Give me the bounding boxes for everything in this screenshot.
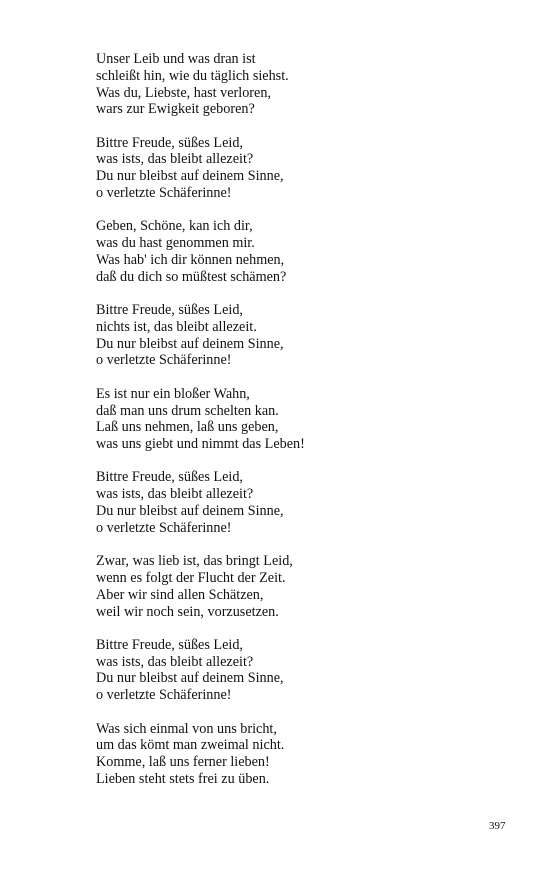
refrain-stanza <box>96 637 516 704</box>
poem-line: Zwar, was lieb ist, das bringt Leid, <box>96 553 293 570</box>
poem-text <box>96 51 516 804</box>
poem-line: was du hast genommen mir. <box>96 235 255 252</box>
refrain-stanza <box>96 302 516 369</box>
poem-line: was ists, das bleibt allezeit? <box>96 151 254 168</box>
poem-line: Du nur bleibst auf deinem Sinne, <box>96 168 284 185</box>
poem-line: wars zur Ewigkeit geboren? <box>96 101 255 118</box>
poem-line: Komme, laß uns ferner lieben! <box>96 754 270 771</box>
poem-line: Unser Leib und was dran ist <box>96 51 256 67</box>
poem-line: Geben, Schöne, kan ich dir, <box>96 218 253 235</box>
stanza <box>96 386 516 453</box>
poem-line: Was sich einmal von uns bricht, <box>96 720 277 737</box>
stanza <box>96 553 516 620</box>
stanza <box>96 51 516 118</box>
poem-line: was uns giebt und nimmt das Leben! <box>96 436 305 453</box>
poem-line: was ists, das bleibt allezeit? <box>96 486 254 503</box>
page-number: 397 <box>489 820 506 832</box>
poem-line: Was hab' ich dir können nehmen, <box>96 251 285 268</box>
poem-line: o verletzte Schäferinne! <box>96 185 232 202</box>
refrain-stanza <box>96 469 516 536</box>
stanza <box>96 218 516 285</box>
poem-line: o verletzte Schäferinne! <box>96 687 232 704</box>
poem-line: weil wir noch sein, vorzusetzen. <box>96 603 279 620</box>
poem-line: Du nur bleibst auf deinem Sinne, <box>96 503 284 520</box>
poem-line: Was du, Liebste, hast verloren, <box>96 84 271 101</box>
poem-line: Du nur bleibst auf deinem Sinne, <box>96 335 284 352</box>
poem-line: Bittre Freude, süßes Leid, <box>96 469 243 486</box>
poem-line: nichts ist, das bleibt allezeit. <box>96 318 257 335</box>
poem-line: o verletzte Schäferinne! <box>96 519 232 536</box>
poem-line: Es ist nur ein bloßer Wahn, <box>96 385 250 402</box>
poem-line: Bittre Freude, süßes Leid, <box>96 636 243 653</box>
poem-line: wenn es folgt der Flucht der Zeit. <box>96 569 286 586</box>
poem-line: um das kömt man zweimal nicht. <box>96 737 285 754</box>
poem-line: schleißt hin, wie du täglich siehst. <box>96 67 289 84</box>
poem-line: daß du dich so müßtest schämen? <box>96 268 287 285</box>
poem-line: Lieben steht stets frei zu üben. <box>96 770 270 787</box>
poem-line: Bittre Freude, süßes Leid, <box>96 302 243 319</box>
poem-line: was ists, das bleibt allezeit? <box>96 653 254 670</box>
poem-line: Du nur bleibst auf deinem Sinne, <box>96 670 284 687</box>
poem-line: daß man uns drum schelten kan. <box>96 402 279 419</box>
poem-line: o verletzte Schäferinne! <box>96 352 232 369</box>
stanza <box>96 721 516 788</box>
poem-line: Laß uns nehmen, laß uns geben, <box>96 419 279 436</box>
refrain-stanza <box>96 135 516 202</box>
poem-line: Bittre Freude, süßes Leid, <box>96 134 243 151</box>
poem-line: Aber wir sind allen Schätzen, <box>96 586 264 603</box>
